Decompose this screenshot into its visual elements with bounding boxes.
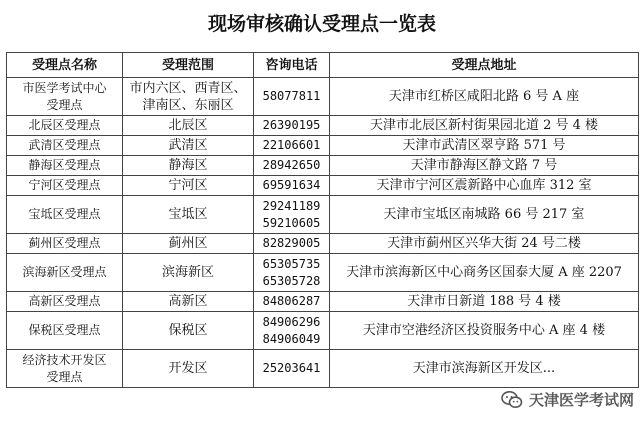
cell-name-line: 高新区受理点 <box>28 294 101 308</box>
cell-name-line: 静海区受理点 <box>28 158 101 172</box>
table-row <box>7 196 639 234</box>
table-row <box>7 78 639 116</box>
cell-phone-line: 58077811 <box>262 89 321 103</box>
cell-range <box>123 254 254 292</box>
cell-address: 天津市宁河区震新路中心血库 312 室 <box>330 176 639 196</box>
cell-phone <box>254 350 330 388</box>
col-header-address: 受理点地址 <box>330 53 639 78</box>
cell-range <box>123 350 254 388</box>
cell-range-line: 高新区 <box>168 294 208 309</box>
cell-name <box>7 234 123 254</box>
cell-name <box>7 292 123 312</box>
cell-range-line: 市内六区、西青区、 <box>129 80 247 96</box>
cell-name-line: 受理点 <box>46 97 83 112</box>
cell-range-line: 滨海新区 <box>161 265 214 280</box>
cell-address: 天津市日新道 188 号 4 楼 <box>330 292 639 312</box>
cell-name-line: 武清区受理点 <box>28 138 101 152</box>
cell-address: 天津市红桥区咸阳北路 6 号 A 座 <box>330 78 639 116</box>
cell-phone-line: 28942650 <box>262 158 321 172</box>
cell-range <box>123 292 254 312</box>
table-row <box>7 116 639 136</box>
cell-phone-line: 69591634 <box>262 178 321 192</box>
cell-phone-line: 65305735 <box>262 256 321 271</box>
cell-phone-line: 84806287 <box>262 294 321 308</box>
cell-name-line: 受理点 <box>46 369 83 384</box>
col-header-phone: 咨询电话 <box>254 53 330 78</box>
table-row <box>7 234 639 254</box>
cell-phone-line: 26390195 <box>262 118 321 132</box>
cell-address: 天津市静海区静文路 7 号 <box>330 156 639 176</box>
cell-phone-line: 84906049 <box>262 331 321 346</box>
cell-phone-line: 84906296 <box>262 314 321 329</box>
cell-range <box>123 78 254 116</box>
cell-phone <box>254 176 330 196</box>
cell-name <box>7 176 123 196</box>
cell-name <box>7 254 123 292</box>
cell-range-line: 宝坻区 <box>168 207 208 222</box>
page-title: 现场审核确认受理点一览表 <box>207 13 436 35</box>
table-row <box>7 176 639 196</box>
cell-name-line: 蓟州区受理点 <box>28 236 101 250</box>
cell-range <box>123 156 254 176</box>
cell-phone <box>254 136 330 156</box>
cell-name <box>7 350 123 388</box>
cell-name-line: 宁河区受理点 <box>28 178 101 192</box>
cell-phone <box>254 196 330 234</box>
cell-name <box>7 78 123 116</box>
cell-range <box>123 234 254 254</box>
cell-range <box>123 312 254 350</box>
cell-phone <box>254 312 330 350</box>
cell-phone <box>254 78 330 116</box>
table-header-row <box>7 53 639 78</box>
col-header-name: 受理点名称 <box>7 53 123 78</box>
cell-name-line: 保税区受理点 <box>28 323 101 337</box>
table-row <box>7 254 639 292</box>
cell-name <box>7 156 123 176</box>
cell-range-line: 津南区、东丽区 <box>142 97 234 113</box>
cell-name <box>7 312 123 350</box>
cell-phone <box>254 234 330 254</box>
cell-name <box>7 196 123 234</box>
cell-range-line: 开发区 <box>168 361 208 376</box>
cell-range-line: 保税区 <box>168 323 208 338</box>
cell-phone-line: 29241189 <box>262 198 321 213</box>
cell-range <box>123 176 254 196</box>
cell-address: 天津市北辰区新村街果园北道 2 号 4 楼 <box>330 116 639 136</box>
cell-phone-line: 82829005 <box>262 236 321 250</box>
table-row <box>7 136 639 156</box>
cell-name-line: 北辰区受理点 <box>28 118 101 132</box>
cell-range-line: 蓟州区 <box>168 236 208 251</box>
col-header-range: 受理范围 <box>123 53 254 78</box>
cell-name <box>7 116 123 136</box>
cell-name-line: 滨海新区受理点 <box>22 265 107 279</box>
table-body <box>7 78 639 388</box>
cell-phone <box>254 292 330 312</box>
watermark <box>501 389 634 410</box>
table-row <box>7 156 639 176</box>
cell-address: 天津市宝坻区南城路 66 号 217 室 <box>330 196 639 234</box>
cell-address: 天津市空港经济区投资服务中心 A 座 4 楼 <box>330 312 639 350</box>
wechat-icon <box>501 390 523 410</box>
table-row <box>7 292 639 312</box>
cell-address: 天津市蓟州区兴华大街 24 号二楼 <box>330 234 639 254</box>
cell-range <box>123 136 254 156</box>
cell-phone <box>254 116 330 136</box>
table-row <box>7 350 639 388</box>
cell-name-line: 经济技术开发区 <box>22 352 107 367</box>
cell-name-line: 宝坻区受理点 <box>28 207 101 221</box>
cell-address: 天津市滨海新区中心商务区国泰大厦 A 座 2207 <box>330 254 639 292</box>
cell-address: 天津市武清区翠亨路 571 号 <box>330 136 639 156</box>
cell-phone <box>254 156 330 176</box>
cell-phone <box>254 254 330 292</box>
cell-phone-line: 22106601 <box>262 138 321 152</box>
acceptance-points-table <box>6 52 639 388</box>
cell-name-line: 市医学考试中心 <box>22 80 107 95</box>
cell-range-line: 武清区 <box>168 138 208 153</box>
cell-name <box>7 136 123 156</box>
cell-range-line: 北辰区 <box>168 118 208 133</box>
cell-phone-line: 65305728 <box>262 273 321 288</box>
cell-range-line: 宁河区 <box>168 178 208 193</box>
cell-phone-line: 59210605 <box>262 215 321 230</box>
cell-range-line: 静海区 <box>168 158 208 173</box>
cell-range <box>123 116 254 136</box>
table-row <box>7 312 639 350</box>
cell-range <box>123 196 254 234</box>
cell-address: 天津市滨海新区开发区... <box>330 350 639 388</box>
cell-phone-line: 25203641 <box>262 361 321 375</box>
watermark-text: 天津医学考试网 <box>528 391 634 409</box>
